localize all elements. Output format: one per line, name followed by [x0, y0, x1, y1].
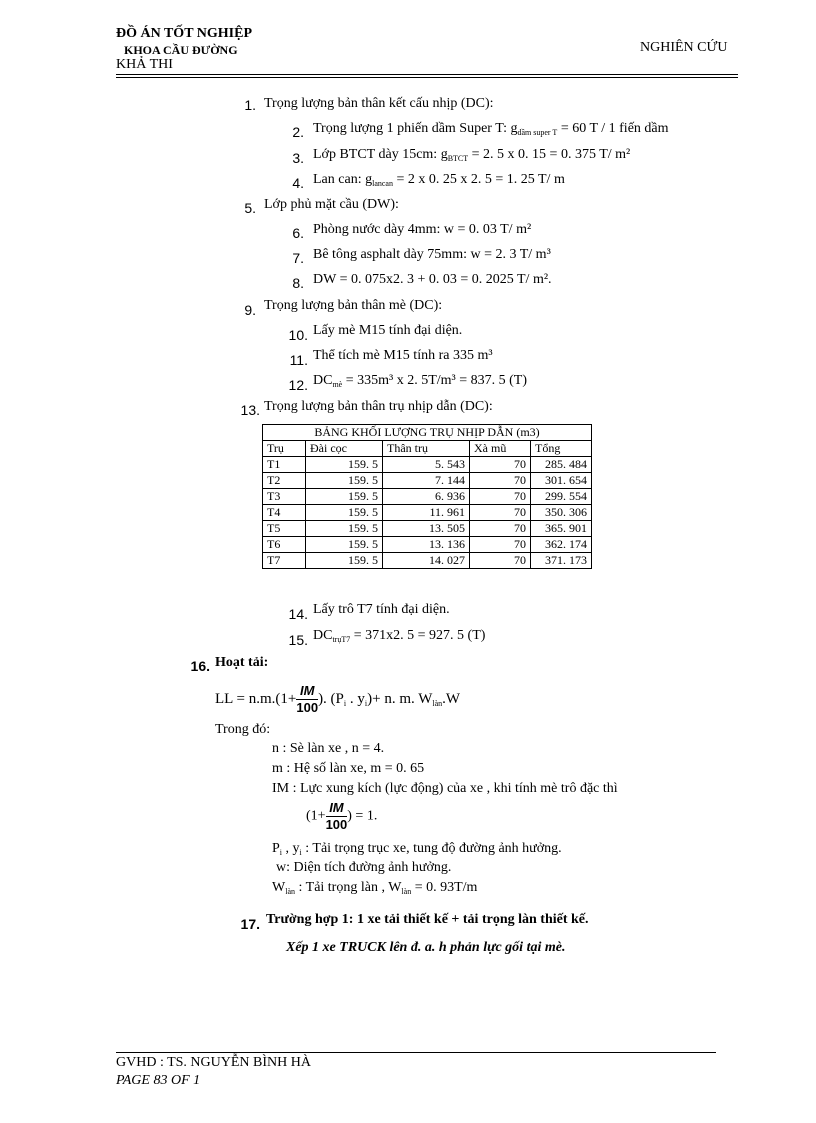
table-row: [263, 473, 592, 489]
item-number: 6.: [292, 225, 304, 241]
item-number: 9.: [244, 302, 256, 318]
table-cell: 285. 484: [531, 457, 592, 473]
table-row: [263, 537, 592, 553]
item-text: $DC_{trụT7} = 371x2$. 5 = 927. 5 (T): [313, 628, 486, 644]
table-cell: 371. 173: [531, 553, 592, 569]
table-caption-row: [263, 425, 592, 441]
item-number: 13.: [240, 402, 260, 418]
table-cell: 70: [470, 489, 531, 505]
item-number: 7.: [292, 250, 304, 266]
page-number: PAGE 83 OF 1: [116, 1073, 201, 1088]
item-number: 11.: [289, 352, 308, 368]
case-heading: Trường hợp 1: 1 xe tải thiết kế + tải trọng làn thiết kế.: [266, 912, 589, 927]
item-number: 15.: [288, 632, 308, 648]
footer-rule: [116, 1052, 716, 1053]
supervisor: GVHD : TS. NGUYỄN BÌNH HÀ: [116, 1055, 311, 1070]
table-caption: BẢNG KHỐI LƯỢNG TRỤ NHỊP DẪN (m3): [263, 425, 592, 441]
table-cell: 70: [470, 521, 531, 537]
table-cell: 11. 961: [383, 505, 470, 521]
item-text: Lấy trô T7 tính đại diện.: [313, 602, 450, 617]
item-text: Trọng lượng bản thân mè (DC):: [264, 298, 443, 313]
case-description: Xếp 1 xe TRUCK lên đ. a. h phản lực gối tại mè.: [286, 940, 566, 955]
item-number: 14.: [288, 606, 308, 622]
header-right: NGHIÊN CỨU: [640, 40, 728, 55]
item-number: 3.: [292, 150, 304, 166]
table-cell: T6: [263, 537, 306, 553]
w-definition: w: Diện tích đường ảnh hưởng.: [276, 860, 452, 875]
table-cell: 159. 5: [306, 457, 383, 473]
table-header-row: [263, 441, 592, 457]
item-text: Bê tông asphalt dày 75mm: w = 2. 3 T/ m³: [313, 247, 551, 262]
im-formula: (1+ $\frac{IM}{100}$ ) = 1.: [306, 800, 378, 832]
table-header: Trụ: [263, 441, 306, 457]
item-text: Trọng lượng 1 phiến dầm Super T: $g_{dầm super T} = 60$ T / 1 fiến dầm: [313, 121, 669, 137]
table-cell: T7: [263, 553, 306, 569]
table-cell: 70: [470, 553, 531, 569]
table-cell: 13. 136: [383, 537, 470, 553]
pier-volume-table: [262, 424, 592, 569]
section-heading: Hoạt tải:: [215, 655, 269, 670]
table-cell: 7. 144: [383, 473, 470, 489]
item-text: Trọng lượng bản thân trụ nhịp dẫn (DC):: [264, 399, 493, 414]
table-cell: 365. 901: [531, 521, 592, 537]
item-number: 10.: [288, 327, 308, 343]
table-row: [263, 489, 592, 505]
header-rule-2: [116, 77, 738, 78]
item-text: Lớp BTCT dày 15cm: $g_{BTCT} = 2$. 5 x 0. 15 = 0. 375 T/ m²: [313, 147, 631, 163]
item-text: Phòng nước dày 4mm: w = 0. 03 T/ m²: [313, 222, 532, 237]
table-cell: T3: [263, 489, 306, 505]
table-cell: 5. 543: [383, 457, 470, 473]
m-definition: m : Hệ số làn xe, m = 0. 65: [272, 761, 425, 776]
item-text: Trọng lượng bản thân kết cấu nhịp (DC):: [264, 96, 494, 111]
table-cell: 159. 5: [306, 537, 383, 553]
table-cell: 70: [470, 473, 531, 489]
table-cell: 6. 936: [383, 489, 470, 505]
table-row: [263, 521, 592, 537]
item-number: 8.: [292, 275, 304, 291]
item-number: 2.: [292, 124, 304, 140]
table-cell: T2: [263, 473, 306, 489]
department: KHOA CẦU ĐƯỜNG: [124, 43, 238, 57]
where-label: Trong đó:: [215, 722, 271, 737]
table-cell: 159. 5: [306, 505, 383, 521]
table-cell: 159. 5: [306, 521, 383, 537]
table-cell: T4: [263, 505, 306, 521]
item-text: Lấy mè M15 tính đại diện.: [313, 323, 463, 338]
item-text: Lớp phủ mặt cầu (DW):: [264, 197, 399, 212]
table-row: [263, 553, 592, 569]
item-number: 5.: [244, 200, 256, 216]
ll-formula: LL = n.m.(1+ $\frac{IM}{100}$ ). ($P_i$ . $y_i)+ n$. m. $W_{làn}.W$: [215, 683, 461, 715]
table-cell: 159. 5: [306, 489, 383, 505]
table-cell: T1: [263, 457, 306, 473]
im-definition: IM : Lực xung kích (lực động) của xe , khi tính mè trô đặc thì: [272, 781, 618, 796]
table-cell: 70: [470, 457, 531, 473]
item-text: Lan can: $g_{lancan} = 2$ x 0. 25 x 2. 5 = 1. 25 T/ m: [313, 172, 565, 188]
item-text: $DC_{mè} = 335m^3$ x 2. 5T/m³ = 837. 5 (T): [313, 373, 528, 389]
table-row: [263, 505, 592, 521]
item-number: 16.: [190, 658, 210, 674]
table-header: Xà mũ: [470, 441, 531, 457]
header-rule: [116, 74, 738, 75]
table-cell: 350. 306: [531, 505, 592, 521]
document-title: ĐỒ ÁN TỐT NGHIỆP: [116, 26, 253, 41]
table-header: Đài cọc: [306, 441, 383, 457]
p-definition: $P_i$ , $y_i$ : Tải trọng trục xe, tung độ đường ảnh hưởng.: [272, 841, 562, 857]
item-number: 12.: [288, 377, 308, 393]
table-cell: 13. 505: [383, 521, 470, 537]
n-definition: n : Sè làn xe , n = 4.: [272, 741, 385, 756]
subtitle: KHẢ THI: [116, 57, 173, 72]
table-cell: 159. 5: [306, 553, 383, 569]
table-cell: 14. 027: [383, 553, 470, 569]
table-row: [263, 457, 592, 473]
item-number: 4.: [292, 175, 304, 191]
table-cell: 159. 5: [306, 473, 383, 489]
table-header: Tổng: [531, 441, 592, 457]
table-cell: 301. 654: [531, 473, 592, 489]
im-fraction: $\frac{IM}{100}$: [296, 683, 319, 715]
table-cell: 362. 174: [531, 537, 592, 553]
table-cell: 70: [470, 537, 531, 553]
table-cell: 70: [470, 505, 531, 521]
item-text: DW = 0. 075x2. 3 + 0. 03 = 0. 2025 T/ m².: [313, 272, 552, 287]
table-header: Thân trụ: [383, 441, 470, 457]
item-text: Thể tích mè M15 tính ra 335 m³: [313, 348, 493, 363]
table-cell: T5: [263, 521, 306, 537]
item-number: 17.: [240, 916, 260, 932]
table-cell: 299. 554: [531, 489, 592, 505]
item-number: 1.: [244, 97, 256, 113]
wlan-definition: $W_{làn}$ : Tải trọng làn , $W_{làn} = 0$. 93T/m: [272, 880, 478, 896]
